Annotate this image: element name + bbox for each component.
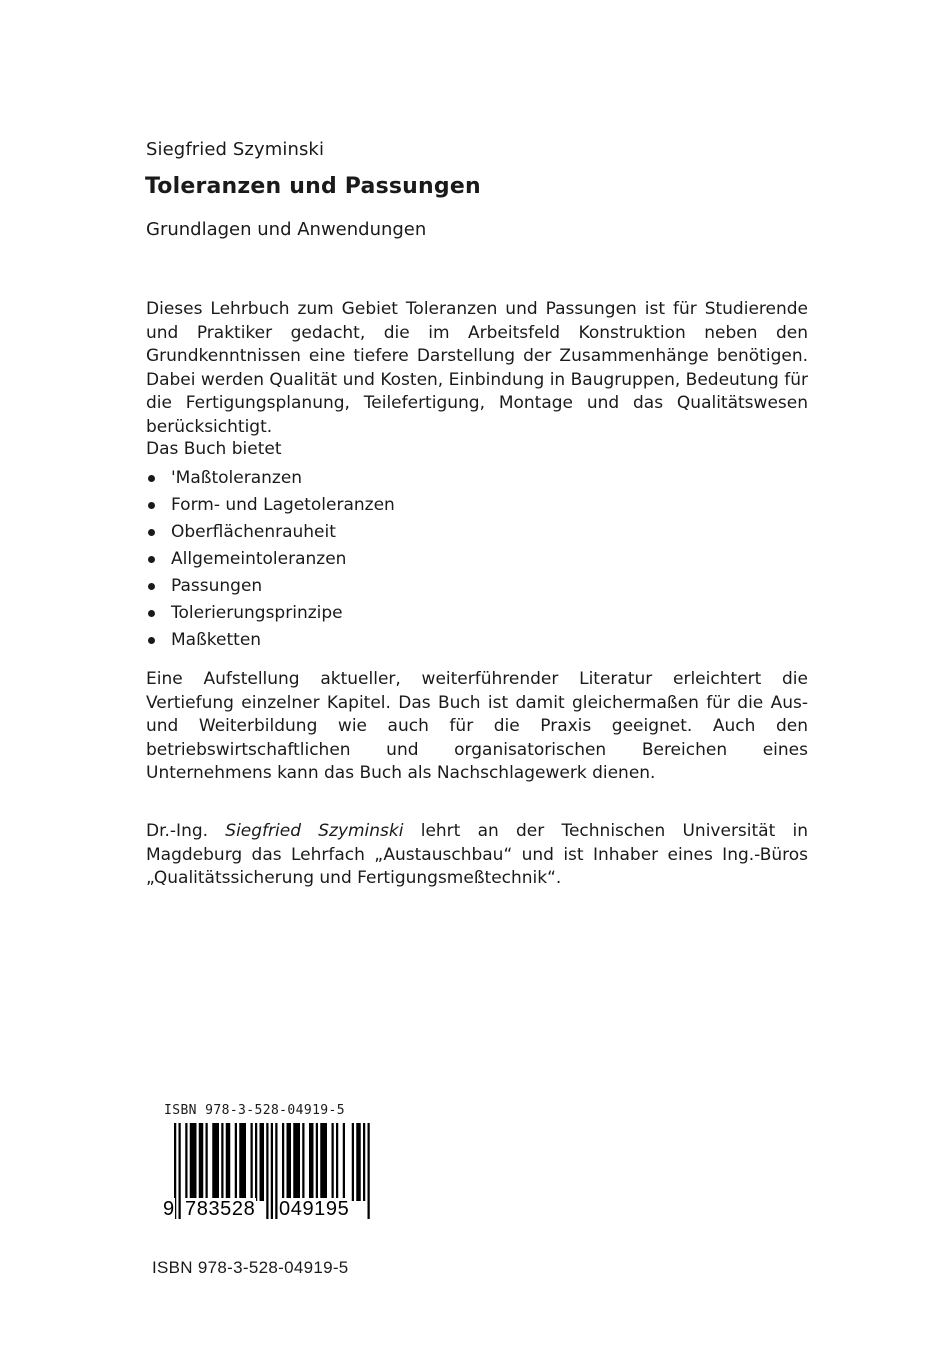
barcode-bar [226, 1123, 231, 1201]
barcode-bar [235, 1123, 237, 1201]
barcode-bar [352, 1123, 354, 1201]
barcode-bar [251, 1123, 253, 1201]
book-subtitle: Grundlagen und Anwendungen [146, 219, 427, 240]
bullet-icon [148, 556, 155, 563]
barcode-bar [343, 1123, 345, 1201]
barcode-bar [206, 1123, 208, 1201]
list-item-label: Form- und Lagetoleranzen [171, 495, 395, 515]
list-item-label: Tolerierungsprinzipe [171, 603, 343, 623]
barcode-bar [179, 1123, 181, 1219]
barcode-bar [266, 1123, 268, 1219]
list-item [146, 519, 395, 546]
barcode-bar [356, 1123, 361, 1201]
bullet-icon [148, 502, 155, 509]
author-name: Siegfried Szyminski [146, 139, 325, 160]
barcode-bar [316, 1123, 318, 1201]
list-item-label: Passungen [171, 576, 263, 596]
author-bio-prefix: Dr.-Ing. [146, 821, 226, 841]
barcode-digit-first: 9 [163, 1198, 175, 1220]
bullet-icon [148, 610, 155, 617]
barcode-isbn-label: ISBN 978-3-528-04919-5 [164, 1103, 345, 1118]
barcode-bar [190, 1123, 197, 1201]
list-item [146, 627, 395, 654]
barcode-bar [368, 1123, 370, 1219]
author-bio-text: lehrt an der Technischen Universität in Magdeburg das Lehrfach „Austauschbau“ und ist Inhaber eines Ing.-Büros „Qualitätssicherung und Fertigungsmeßtechnik“. [146, 821, 808, 888]
literature-paragraph: Eine Aufstellung aktueller, weiterführender Literatur erleichtert die Vertiefung einzelner Kapitel. Das Buch ist damit gleichermaßen für die Aus- und Weiterbildung wie auch für die Praxis geeignet. Auch den betriebswirtschaftlichen und organisatorischen Bereichen eines Unternehmens kann das Buch als Nachschlagewerk dienen. [146, 669, 808, 783]
list-item-label: Maßketten [171, 630, 262, 650]
barcode-bar [287, 1123, 292, 1201]
list-item [146, 465, 395, 492]
description-paragraph: Dieses Lehrbuch zum Gebiet Toleranzen und Passungen ist für Studierende und Praktiker gedacht, die im Arbeitsfeld Konstruktion neben den Grundkenntnissen eine tiefere Darstellung der Zusammenhänge benötigen. Dabei werden Qualität und Kosten, Einbindung in Baugruppen, Bedeutung für die Fertigungsplanung, Teilefertigung, Montage und das Qualitätswesen berücksichtigt. [146, 299, 808, 437]
isbn-number: ISBN 978-3-528-04919-5 [152, 1258, 349, 1277]
barcode-bar [212, 1123, 219, 1201]
features-intro: Das Buch bietet [146, 439, 282, 459]
barcode-bar [271, 1123, 273, 1219]
barcode-bar [293, 1123, 300, 1201]
barcode-bar [320, 1123, 327, 1201]
list-item [146, 573, 395, 600]
list-item-label: Allgemeintoleranzen [171, 549, 347, 569]
barcode-digits-right: 049195 [279, 1198, 350, 1220]
author-bio-name: Siegfried Szyminski [225, 821, 404, 841]
list-item [146, 492, 395, 519]
barcode-bar [185, 1123, 187, 1201]
barcode-bar [332, 1123, 334, 1201]
barcode-bar [282, 1123, 284, 1201]
barcode-bar [302, 1123, 304, 1201]
bullet-icon [148, 529, 155, 536]
bullet-icon [148, 583, 155, 590]
barcode-bar [199, 1123, 204, 1201]
barcode-bar [255, 1123, 257, 1201]
barcode-bar [260, 1123, 265, 1201]
features-list [146, 465, 395, 654]
bullet-icon [148, 637, 155, 644]
list-item-label: Oberflächenrauheit [171, 522, 336, 542]
barcode-bar [221, 1123, 223, 1201]
barcode-bar [309, 1123, 314, 1201]
barcode-digits-left: 783528 [185, 1198, 256, 1220]
barcode-bar [336, 1123, 338, 1201]
list-item [146, 600, 395, 627]
barcode-bar [363, 1123, 365, 1201]
author-bio-paragraph [146, 820, 808, 891]
list-item [146, 546, 395, 573]
barcode-bar [239, 1123, 246, 1201]
book-title: Toleranzen und Passungen [145, 174, 481, 199]
barcode [160, 1103, 390, 1253]
bullet-icon [148, 475, 155, 482]
list-item-label: 'Maßtoleranzen [171, 468, 303, 488]
